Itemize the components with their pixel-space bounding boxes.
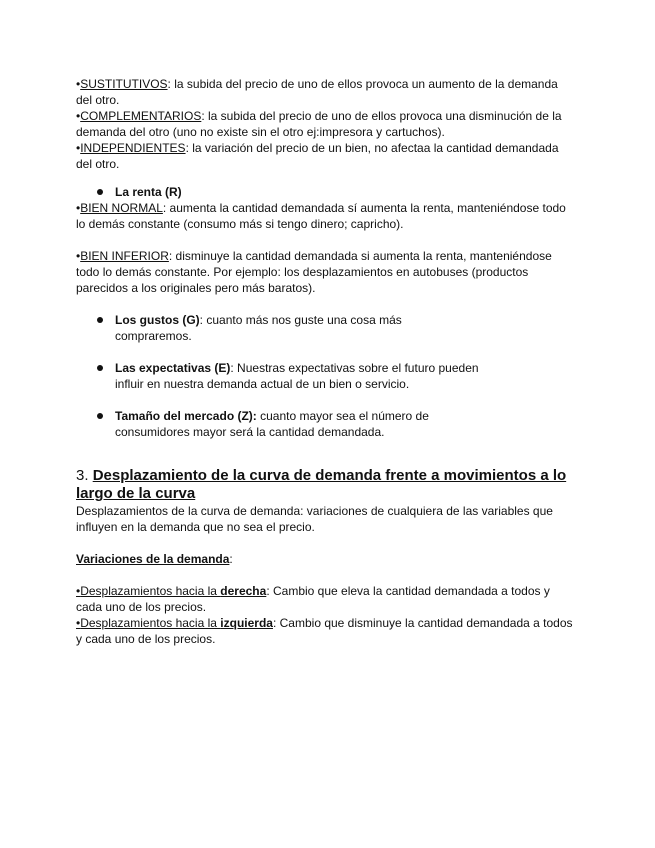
- section-title: Desplazamiento de la curva de demanda frente a movimientos a lo largo de la curva: [76, 467, 567, 502]
- term-bien-normal: BIEN NORMAL: [80, 201, 163, 215]
- list-item-tamano-mercado: [76, 408, 465, 440]
- bullet-dot-icon: [97, 413, 103, 419]
- term-gustos: Los gustos (G): [115, 313, 200, 327]
- desplazamiento-text: : Cambio que eleva la cantidad demandada a todos y cada uno de los precios.: [76, 584, 550, 614]
- term-bien-inferior: BIEN INFERIOR: [80, 249, 169, 263]
- section-3-intro: Desplazamientos de la curva de demanda: variaciones de cualquiera de las variables que influyen en la demanda que no sea el precio.: [76, 504, 553, 534]
- term-tamano-mercado: Tamaño del mercado (Z):: [115, 409, 257, 423]
- factor-text: cuanto mayor sea el número de consumidores mayor será la cantidad demandada.: [115, 409, 429, 439]
- definition-text: : la subida del precio de uno de ellos provoca un aumento de la demanda del otro.: [76, 77, 558, 107]
- definition-independientes: [76, 140, 576, 172]
- bullet-dot-icon: [97, 365, 103, 371]
- heading-renta: La renta (R): [115, 185, 182, 199]
- definition-text: : disminuye la cantidad demandada si aumenta la renta, manteniéndose todo lo demás constante. Por ejemplo: los desplazamientos en autobuses (productos parecidos a los originales pero más baratos).: [76, 249, 552, 295]
- term-sustitutivos: SUSTITUTIVOS: [80, 77, 168, 91]
- list-item-renta: [76, 184, 576, 200]
- list-item-gustos: [76, 312, 455, 344]
- variaciones-label: Variaciones de la demanda: [76, 552, 230, 566]
- desplazamiento-prefix: Desplazamientos hacia la: [80, 584, 221, 598]
- definition-text: : la subida del precio de uno de ellos provoca una disminución de la demanda del otro (uno no existe sin el otro ej:impresora y cartuchos).: [76, 109, 562, 139]
- section-3-heading: [76, 467, 576, 503]
- bullet-symbol: •: [76, 616, 81, 630]
- document-body: [76, 76, 576, 647]
- factor-text: : cuanto más nos guste una cosa más compraremos.: [115, 313, 402, 343]
- list-item-expectativas: [76, 360, 485, 392]
- definition-bien-inferior: [76, 248, 576, 296]
- definition-bien-normal: [76, 200, 576, 232]
- bullet-symbol: •: [76, 201, 81, 215]
- bullet-symbol: •: [76, 77, 81, 91]
- bullet-symbol: •: [76, 109, 81, 123]
- desplazamiento-text: : Cambio que disminuye la cantidad demandada a todos y cada uno de los precios.: [76, 616, 573, 646]
- term-expectativas: Las expectativas (E): [115, 361, 231, 375]
- factor-text: : Nuestras expectativas sobre el futuro pueden influir en nuestra demanda actual de un bien o servicio.: [115, 361, 479, 391]
- variaciones-colon: :: [229, 552, 233, 566]
- bullet-symbol: •: [76, 584, 81, 598]
- definition-sustitutivos: [76, 76, 576, 108]
- definition-complementarios: [76, 108, 576, 140]
- keyword-izquierda: izquierda: [220, 616, 273, 630]
- bullet-symbol: •: [76, 249, 81, 263]
- section-number: 3.: [76, 467, 89, 484]
- definition-text: : aumenta la cantidad demandada sí aumenta la renta, manteniéndose todo lo demás constante (consumo más si tengo dinero; capricho).: [76, 201, 566, 231]
- variaciones-heading: [76, 551, 576, 567]
- definition-text: : la variación del precio de un bien, no afectaa la cantidad demandada del otro.: [76, 141, 559, 171]
- bullet-symbol: •: [76, 141, 81, 155]
- desplazamiento-izquierda: [76, 615, 576, 647]
- term-complementarios: COMPLEMENTARIOS: [80, 109, 202, 123]
- bullet-dot-icon: [97, 189, 103, 195]
- bullet-dot-icon: [97, 317, 103, 323]
- desplazamiento-derecha: [76, 583, 576, 615]
- term-independientes: INDEPENDIENTES: [80, 141, 186, 155]
- keyword-derecha: derecha: [220, 584, 267, 598]
- desplazamiento-prefix: Desplazamientos hacia la: [80, 616, 221, 630]
